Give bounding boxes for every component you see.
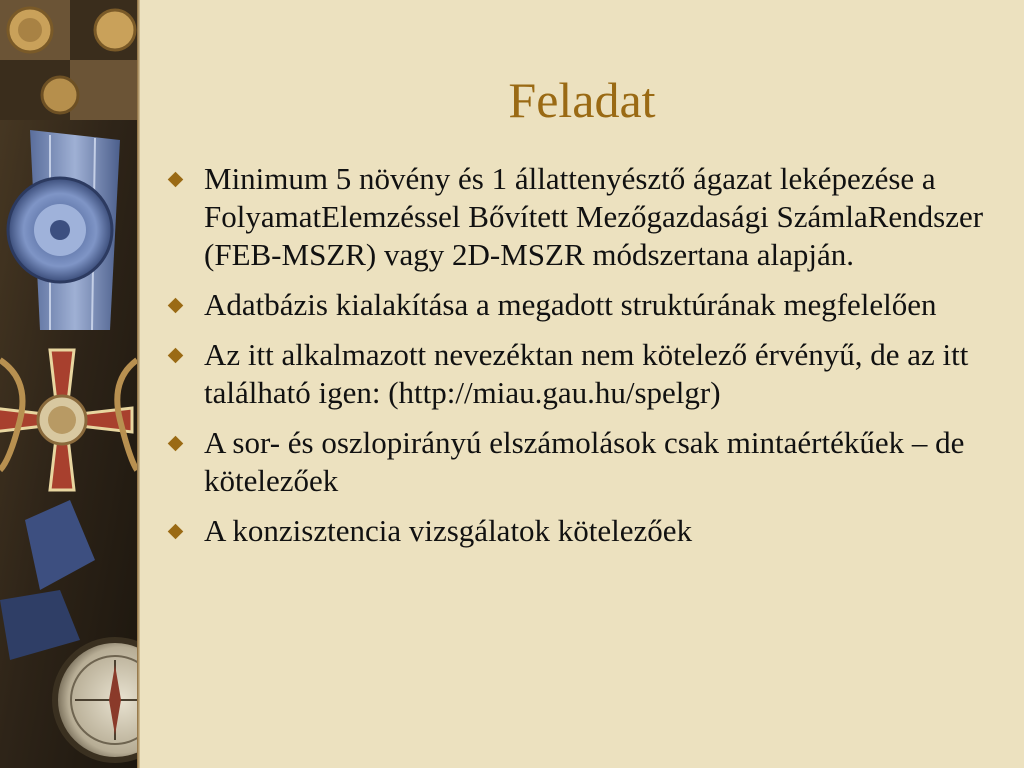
bullet-text: Minimum 5 növény és 1 állattenyésztő ágazat leképezése a FolyamatElemzéssel Bővített Mezőgazdasági SzámlaRendszer (FEB-MSZR) vagy 2D-MSZR módszertana alapján. xyxy=(204,161,984,272)
diamond-bullet-icon xyxy=(168,298,184,314)
bullet-text: Az itt alkalmazott nevezéktan nem kötelező érvényű, de az itt található igen: (http://miau.gau.hu/spelgr) xyxy=(204,337,969,410)
bullet-item xyxy=(168,160,998,274)
diamond-bullet-icon xyxy=(168,524,184,540)
bullet-item xyxy=(168,424,998,500)
diamond-bullet-icon xyxy=(168,436,184,452)
bullet-item xyxy=(168,286,998,324)
slide-title: Feladat xyxy=(508,72,656,128)
diamond-bullet-icon xyxy=(168,348,184,364)
bullet-text: A konzisztencia vizsgálatok kötelezőek xyxy=(204,513,693,548)
bullet-text: Adatbázis kialakítása a megadott struktúrának megfelelően xyxy=(204,287,937,322)
decorative-medal-image xyxy=(0,0,137,768)
bullet-text: A sor- és oszlopirányú elszámolások csak mintaértékűek – de kötelezőek xyxy=(204,425,965,498)
diamond-bullet-icon xyxy=(168,172,184,188)
bullet-item xyxy=(168,336,998,412)
bullet-list xyxy=(168,160,998,562)
bullet-item xyxy=(168,512,998,550)
